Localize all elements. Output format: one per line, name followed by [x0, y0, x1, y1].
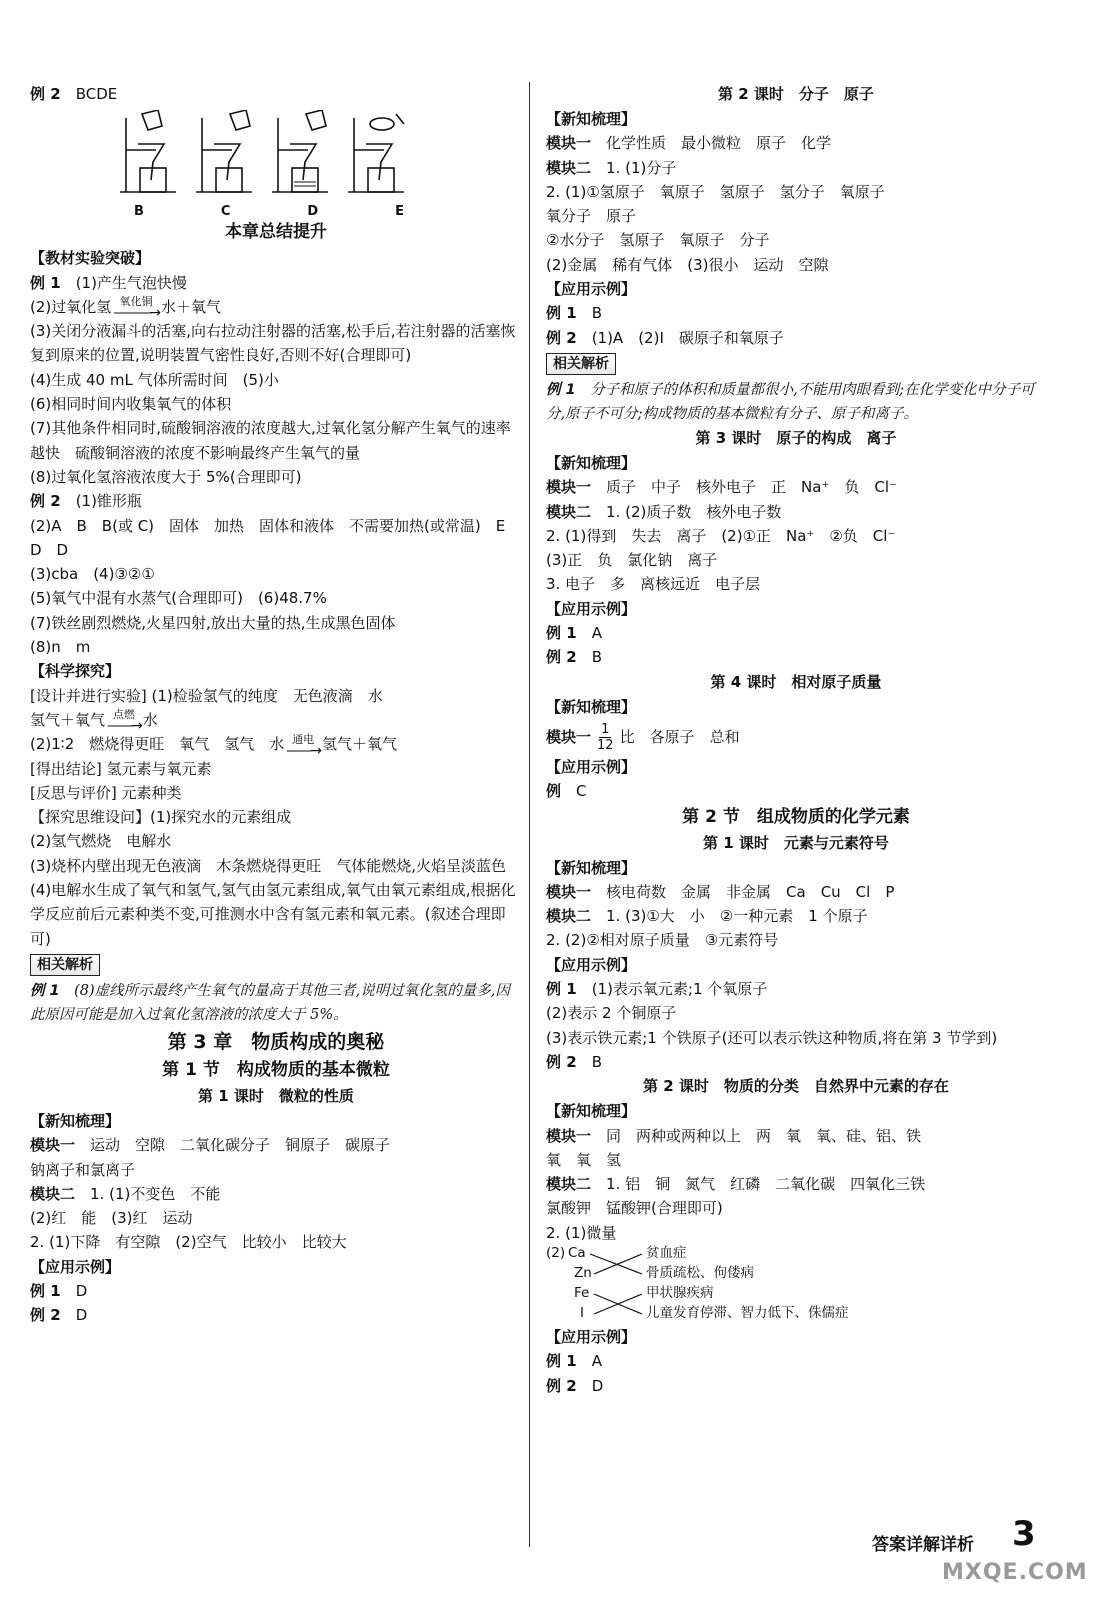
section-header: 【应用示例】 [546, 599, 637, 618]
apparatus-d [272, 110, 328, 192]
element-disease-matching: (2) Ca Zn Fe I 贫血症 骨质疏松、佝偻病 甲状腺疾病 儿童发育停滞、智力低下、侏儒症 [550, 1245, 1046, 1325]
analysis-tag: 相关解析 [546, 353, 616, 375]
matching-lines [550, 1245, 650, 1325]
element-i: I [580, 1304, 584, 1321]
lesson-title: 第 4 课时 相对原子质量 [710, 672, 882, 691]
chapter-title: 第 3 章 物质构成的奥秘 [167, 1030, 385, 1053]
lesson-title: 第 2 课时 分子 原子 [718, 85, 874, 103]
column-divider [529, 82, 530, 1547]
section-header: 【新知梳理】 [546, 110, 637, 128]
equation-line: (2)过氧化氢 氧化铜 ———→ 水＋氧气 [30, 295, 221, 322]
element-fe: Fe [574, 1284, 590, 1301]
analysis-tag: 相关解析 [30, 954, 100, 976]
section-header: 【新知梳理】 [30, 1111, 121, 1130]
section-title: 第 1 节 构成物质的基本微粒 [162, 1059, 390, 1080]
section-header: 【新知梳理】 [546, 1102, 637, 1121]
filtration-apparatus-figure [120, 110, 420, 200]
lesson-title: 第 1 课时 微粒的性质 [198, 1086, 354, 1105]
section-title: 第 2 节 组成物质的化学元素 [682, 806, 910, 827]
lesson-title: 第 2 课时 物质的分类 自然界中元素的存在 [643, 1077, 949, 1096]
disease-item: 儿童发育停滞、智力低下、侏儒症 [646, 1304, 849, 1321]
apparatus-e [348, 114, 404, 192]
section-header: 【科学探究】 [30, 662, 121, 681]
apparatus-labels: B C D E [134, 204, 404, 220]
disease-item: 贫血症 [646, 1244, 687, 1261]
analysis-text: 例 1 分子和原子的体积和质量都很小,不能用肉眼看到;在化学变化中分子可分,原子不可分;构成物质的基本微粒有分子、原子和离子。 [546, 381, 1035, 422]
right-column: 第 2 课时 分子 原子 【新知梳理】 模块一 化学性质 最小微粒 原子 化学 模块二 1. (1)分子 2. (1)①氢原子 氧原子 氢原子 氢分子 氧原子 氧分子 原子 ②水分子 氢原子 氧原子 分子 (2)金属 稀有气体 (3)很小 运动 空隙 【应用示例】 例 1 B 例 2 (1)A (2)Ⅰ 碳原子和氧原子 相关解析 例 1 分子和原子的体积和质量都很小,不能用肉眼看到;在化学变化中分子可分,原子不可分;构成物质的基本微粒有分子、原子和离子。 第 3 课时 原子的构成 离子 【新知梳理】 模块一 质子 中子 核外电子 正 Na⁺ 负 Cl⁻ 模块二 1. (2)质子数 核外电子数 2. (1)得到 失去 离子 (2)①正 Na⁺ ②负 Cl⁻ (3)正 负 氯化钠 离子 3. 电子 多 离核远近 电子层 【应用示例】 例 1 A 例 2 B 第 4 课时 相对原子质量 【新知梳理】 模块一 $\frac{1}{12}$ 比 各原子 总和 【应用示例】 例 C 第 2 节 组成物质的化学元素 第 1 课时 元素与元素符号 【新知梳理】 模块一 核电荷数 金属 非金属 Ca Cu Cl P 模块二 1. (3)①大 小 ②一种元素 1 个原子 2. (2)②相对原子质量 ③元素符号 【应用示例】 例 1 (1)表示氧元素;1 个氧原子 (2)表示 2 个铜原子 (3)表示铁元素;1 个铁原子(还可以表示铁这种物质,将在第 3 节学到) 例 2 B 第 2 课时 物质的分类 自然界中元素的存在 【新知梳理】 模块一 同 两种或两种以上 两 氧 氧、硅、铝、铁 氧 氧 氢 模块二 1. 铝 铜 氮气 红磷 二氧化碳 四氧化三铁 氯酸钾 锰酸钾(合理即可) 2. (1)微量 (2) Ca Zn Fe I 贫血症 骨质疏松、佝偻病 甲状腺疾病 儿童发育停滞、智力低下、侏儒症 【应用示例】 例 1 A 例 2 D [546, 82, 1046, 1398]
element-ca: Ca [568, 1244, 586, 1261]
example-label: 例 2 [30, 85, 61, 103]
section-header: 【新知梳理】 [546, 858, 637, 877]
page-number: 3 [1012, 1514, 1036, 1554]
section-header: 【应用示例】 [546, 1327, 637, 1346]
section-header: 【应用示例】 [546, 757, 637, 776]
apparatus-c [196, 110, 252, 192]
lesson-title: 第 3 课时 原子的构成 离子 [695, 428, 897, 447]
section-header: 【教材实验突破】 [30, 249, 151, 268]
footer-label: 答案详解详析 [872, 1535, 974, 1555]
section-header: 【新知梳理】 [546, 697, 637, 716]
section-header: 【应用示例】 [546, 955, 637, 974]
disease-item: 骨质疏松、佝偻病 [646, 1264, 754, 1281]
left-column: 例 2 BCDE B C D E 本章总结提升 【教材实验突破】 例 1 (1)产生气泡快慢 (2)过氧化氢 氧化铜 ———→ 水＋氧气 (3)关闭分液漏斗的活塞,向右拉动注射器的活塞,松手后,若注射器的活塞恢复到原来的位置,说明装置气密性良好,否则不好(合理即可) (4)生成 40 mL 气体所需时间 (5)小 (6)相同时间内收集氧气的体积 (7)其他条件相同时,硫酸铜溶液的浓度越大,过氧化氢分解产生氧气的速率越快 硫酸铜溶液的浓度不影响最终产生氧气的量 (8)过氧化氢溶液浓度大于 5%(合理即可) 例 2 (1)锥形瓶 (2)A B B(或 C) 固体 加热 固体和液体 不需要加热(或常温) E D D (3)cba (4)③②① (5)氧气中混有水蒸气(合理即可) (6)48.7% (7)铁丝剧烈燃烧,火星四射,放出大量的热,生成黑色固体 (8)n m 【科学探究】 [设计并进行实验] (1)检验氢气的纯度 无色液滴 水 氢气＋氧气 点燃 ——→ 水 (2)1∶2 燃烧得更旺 氧气 氢气 水 通电 ——→ 氢气＋氧气 [得出结论] 氢元素与氧元素 [反思与评价] 元素种类 【探究思维设问】(1)探究水的元素组成 (2)氢气燃烧 电解水 (3)烧杯内壁出现无色液滴 木条燃烧得更旺 气体能燃烧,火焰呈淡蓝色 (4)电解水生成了氧气和氢气,氢气由氢元素组成,氧气由氧元素组成,根据化学反应前后元素种类不变,可推测水中含有氢元素和氧元素。(叙述合理即可) 相关解析 例 1 (8)虚线所示最终产生氧气的量高于其他三者,说明过氧化氢的量多,因此原因可能是加入过氧化氢溶液的浓度大于 5%。 第 3 章 物质构成的奥秘 第 1 节 构成物质的基本微粒 第 1 课时 微粒的性质 【新知梳理】 模块一 运动 空隙 二氧化碳分子 铜原子 碳原子 钠离子和氯离子 模块二 1. (1)不变色 不能 (2)红 能 (3)红 运动 2. (1)下降 有空隙 (2)空气 比较小 比较大 【应用示例】 例 1 D 例 2 D [30, 85, 521, 1325]
section-header: 【应用示例】 [30, 1257, 121, 1276]
equation-line: (2)1∶2 燃烧得更旺 氧气 氢气 水 通电 ——→ 氢气＋氧气 [30, 732, 397, 759]
apparatus-b [120, 110, 176, 192]
equation-line: 氢气＋氧气 点燃 ——→ 水 [30, 708, 158, 735]
summary-title: 本章总结提升 [225, 222, 327, 243]
section-header: 【新知梳理】 [546, 453, 637, 472]
disease-item: 甲状腺疾病 [646, 1284, 714, 1301]
fraction: $\frac{1}{12}$ [597, 721, 614, 753]
example-answer: BCDE [75, 85, 118, 103]
analysis-text: 例 1 (8)虚线所示最终产生氧气的量高于其他三者,说明过氧化氢的量多,因此原因可能是加入过氧化氢溶液的浓度大于 5%。 [30, 982, 510, 1023]
watermark: MXQE.COM [942, 1560, 1088, 1585]
element-zn: Zn [574, 1264, 592, 1281]
lesson-title: 第 1 课时 元素与元素符号 [703, 833, 889, 852]
section-header: 【应用示例】 [546, 280, 637, 299]
